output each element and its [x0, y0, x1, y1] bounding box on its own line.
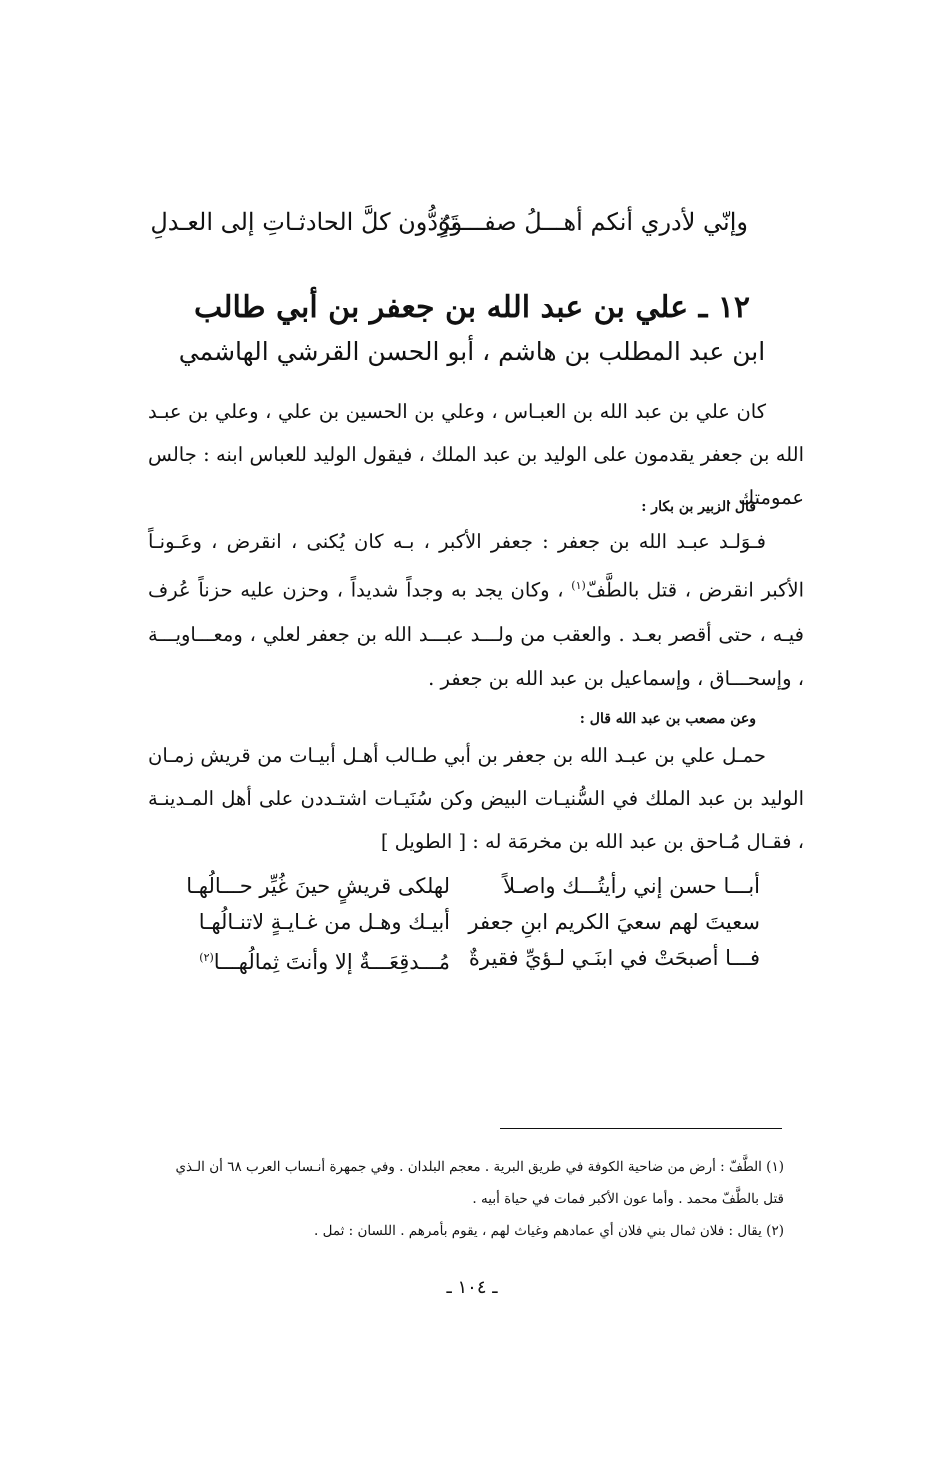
poem-line-3-right: فـــا أصبحَتْ في ابنَـي لـؤيِّ فقيرةٌ: [468, 946, 760, 970]
poem-line-2-right: سعيتَ لهم سعيَ الكريم ابنِ جعفر: [468, 910, 760, 934]
entry-title: ١٢ ـ علي بن عبد الله بن جعفر بن أبي طالب: [193, 290, 751, 325]
section-1-heading: قال الزبير بن بكار :: [641, 499, 756, 515]
entry-subtitle: ابن عبد المطلب بن هاشم ، أبو الحسن القرشي الهاشمي: [178, 337, 766, 366]
paragraph-1: كان علي بن عبد الله بن العبـاس ، وعلي بن الحسين بن علي ، وعلي بن عبـد الله بن جعفر يقدمون على الوليد بن عبد الملك ، فيقول الوليد للعباس ابنه : جالس عمومتك .: [148, 400, 804, 509]
poem-line-2-left: أبيـك وهـل من غـايـةٍ لاتنـالُهـا: [198, 910, 450, 934]
section-1-text-part-2: ، وكان يجد به وجداً شديداً ، وحزن عليه حزناً عُرف فيـه ، حتى أقصر بعـد . والعقب من ولـــد عبـــد الله بن جعفر لعلي ، ومعـــاويـــة ، وإسحـــاق ، وإسماعيل بن عبد الله بن جعفر .: [148, 578, 804, 690]
poem-line-3-left: [168, 940, 450, 980]
footnote-ref-2: (٢): [199, 951, 214, 964]
footnote-2: (٢) يقال : فلان ثمال بني فلان أي عمادهم وغياث لهم ، يقوم بأمرهم . اللسان : ثمل .: [314, 1223, 784, 1239]
section-1-text-part-1: فـوَلـد عبـد الله بن جعفر : جعفر الأكبر ، بـه كان يُكنى ، انقرض ، وعَـونـاً الأكبر انقرض ، قتل بالطَّفّ: [148, 530, 805, 602]
footnote-separator: [500, 1128, 782, 1129]
section-1-text: [148, 520, 804, 701]
footnote-ref-1: (١): [571, 579, 586, 592]
section-2-heading: وعن مصعب بن عبد الله قال :: [579, 711, 756, 727]
top-verse-right-hemistich: وإنّي لأدري أنكم أهـــلُ صفـــوةٍ: [438, 208, 748, 236]
section-2-text: حمـل علي بن عبـد الله بن جعفر بن أبي طـالب أهـل أبيـات من قريش زمـان الوليد بن عبد الملك في السُّنيـات البيض وكن سُنَيـات اشتـددن على أهل المـدينـة ، فقـال مُـاحق بن عبد الله بن مخرمَة له : [ الطويل ]: [148, 744, 804, 853]
poem-line-1-left: لهلكى قريشٍ حينَ غُيِّر حـــالُهـا: [186, 874, 450, 898]
page-number: ـ ١٠٤ ـ: [446, 1277, 498, 1298]
footnote-1-line-1: (١) الطَّفّ : أرض من ضاحية الكوفة في طريق البرية . معجم البلدان . وفي جمهرة أنـساب العرب ٦٨ أن الـذي: [175, 1159, 784, 1175]
poem: [0, 868, 944, 988]
poem-line-1-right: أبـــا حسن إني رأيتُـــك واصـلاً: [503, 874, 760, 898]
top-verse-left-hemistich: تَرُدُّون كلَّ الحادثـاتِ إلى العـدلِ: [150, 208, 458, 236]
footnote-1-line-2: قتل بالطَّفّ محمد . وأما عون الأكبر فمات في حياة أبيه .: [472, 1191, 784, 1207]
poem-line-3-left-text: مُـــدقِعَـــةٌ إلا وأنتَ ثِمالُهـــا: [213, 950, 450, 974]
